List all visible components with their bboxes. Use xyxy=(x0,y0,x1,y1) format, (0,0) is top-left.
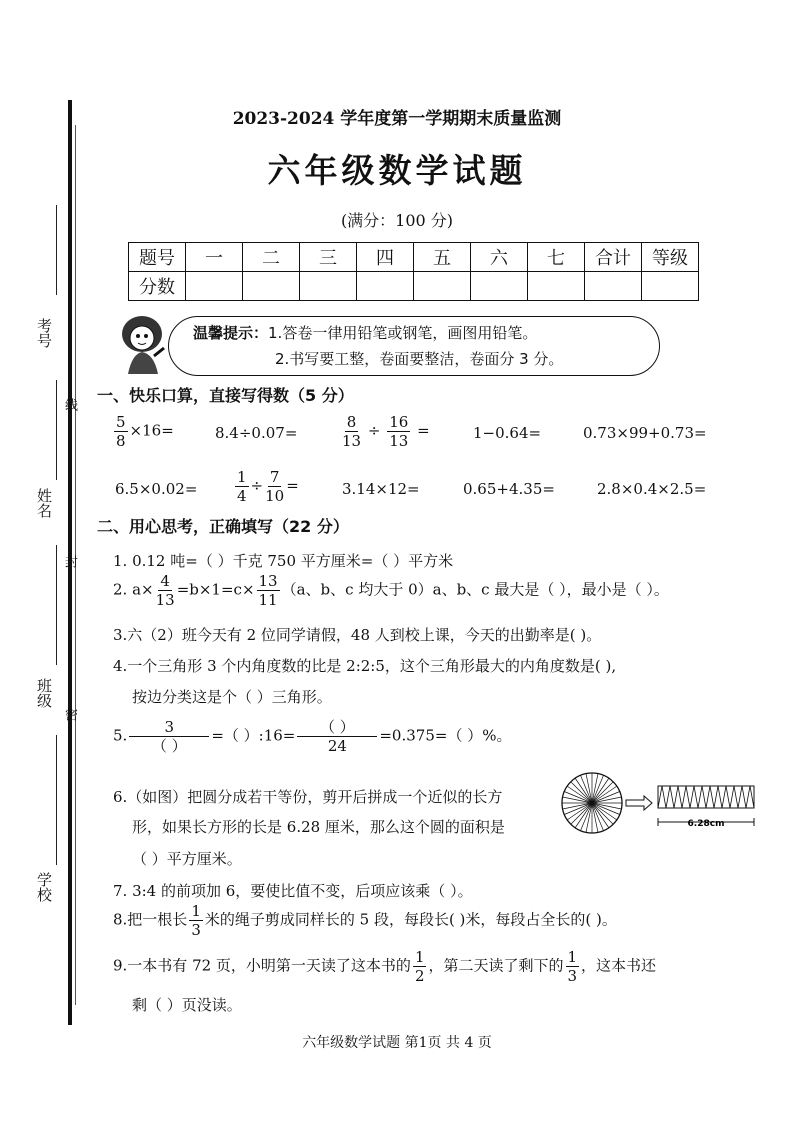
calc-2d: 0.65+4.35= xyxy=(463,480,555,498)
question-9-line-2: 剩（ ）页没读。 xyxy=(132,996,242,1014)
calc-2a: 6.5×0.02= xyxy=(115,480,198,498)
binding-mark-seal: 封 xyxy=(62,555,77,568)
calc-2e: 2.8×0.4×2.5= xyxy=(597,480,707,498)
name-blank xyxy=(56,380,57,480)
class-blank xyxy=(56,545,57,665)
calc-1d: 1−0.64= xyxy=(473,424,542,442)
section-2-title: 二、用心思考，正确填写（22 分） xyxy=(97,517,349,536)
page-title: 六年级数学试题 xyxy=(267,151,527,190)
score-table xyxy=(128,242,699,301)
tip-line-1: 温馨提示：1.答卷一律用铅笔或钢笔，画图用铅笔。 xyxy=(193,324,538,342)
score-cell-header: 题号 xyxy=(129,243,186,272)
score-cell-blank[interactable] xyxy=(300,272,357,301)
section-1-title: 一、快乐口算，直接写得数（5 分） xyxy=(97,386,354,405)
score-cell-header: 七 xyxy=(528,243,585,272)
score-cell-blank[interactable] xyxy=(528,272,585,301)
calc-1b: 8.4÷0.07= xyxy=(215,424,298,442)
question-3: 3.六（2）班今天有 2 位同学请假，48 人到校上课，今天的出勤率是( )。 xyxy=(113,626,602,644)
term-heading: 2023-2024 学年度第一学期期末质量监测 xyxy=(232,109,562,129)
name-label: 姓名 xyxy=(35,488,53,518)
question-4-line-2: 按边分类这是个（ ）三角形。 xyxy=(132,688,332,706)
score-cell-blank[interactable] xyxy=(471,272,528,301)
score-table-header-row xyxy=(129,243,699,272)
calc-1e: 0.73×99+0.73= xyxy=(583,424,707,442)
score-cell-header: 三 xyxy=(300,243,357,272)
full-score: (满分：100 分) xyxy=(340,211,454,230)
question-9-line-1: 9.一本书有 72 页，小明第一天读了这本书的 $\frac{1}{2}$ ，第二天读了剩下的 $\frac{1}{3}$ ，这本书还 xyxy=(113,948,657,985)
question-6-line-3: （ ）平方厘米。 xyxy=(132,850,242,868)
question-8: 8.把一根长 $\frac{1}{3}$ 米的绳子剪成同样长的 5 段，每段长( )米，每段占全长的( )。 xyxy=(113,902,617,939)
score-cell-blank[interactable] xyxy=(186,272,243,301)
question-6-line-2: 形，如果长方形的长是 6.28 厘米，那么这个圆的面积是 xyxy=(132,818,505,836)
question-4-line-1: 4.一个三角形 3 个内角度数的比是 2:2:5，这个三角形最大的内角度数是( ), xyxy=(113,657,617,675)
exam-no-label: 考号 xyxy=(35,318,53,348)
calc-2b: $\frac{1}{4}$ ÷ $\frac{7}{10}$ = xyxy=(237,468,299,505)
calc-1c: $\frac{8}{13}$ ÷ $\frac{16}{13}$ = xyxy=(342,413,430,450)
score-cell-header: 六 xyxy=(471,243,528,272)
question-1: 1. 0.12 吨=（ ）千克 750 平方厘米=（ ）平方米 xyxy=(113,552,454,570)
question-2: 2. a× $\frac{4}{13}$ =b×1=c× $\frac{13}{11}$ （a、b、c 均大于 0）a、b、c 最大是（ ），最小是（ ）。 xyxy=(113,572,669,609)
question-6-line-1: 6.（如图）把圆分成若干等份，剪开后拼成一个近似的长方 xyxy=(113,788,503,806)
score-cell-header: 合计 xyxy=(585,243,642,272)
score-cell-blank[interactable] xyxy=(642,272,699,301)
score-cell-header: 四 xyxy=(357,243,414,272)
score-cell-header: 二 xyxy=(243,243,300,272)
calc-2c: 3.14×12= xyxy=(342,480,420,498)
score-cell-header: 等级 xyxy=(642,243,699,272)
question-7: 7. 3:4 的前项加 6，要使比值不变，后项应该乘（ ）。 xyxy=(113,882,473,900)
score-cell-blank[interactable] xyxy=(357,272,414,301)
cartoon-girl-icon xyxy=(114,312,170,378)
class-label: 班级 xyxy=(35,678,53,708)
binding-mark-line: 线 xyxy=(62,398,77,411)
circle-to-rectangle-figure xyxy=(560,770,760,840)
score-cell-blank[interactable] xyxy=(585,272,642,301)
calc-1a: $\frac{5}{8}$ ×16= xyxy=(116,413,174,450)
binding-mark-secret: 密 xyxy=(62,708,77,721)
school-label: 学校 xyxy=(35,872,53,902)
question-5: 5. $\frac{3}{( )}$ =（ ）:16= $\frac{( )}{24}$ =0.375=（ ）%。 xyxy=(113,718,512,755)
tip-line-2: 2.书写要工整，卷面要整洁，卷面分 3 分。 xyxy=(275,350,564,368)
score-cell-header: 五 xyxy=(414,243,471,272)
score-cell-blank[interactable] xyxy=(414,272,471,301)
rectangle-length-label: 6.28cm xyxy=(687,819,725,829)
school-blank xyxy=(56,735,57,865)
score-cell-blank[interactable] xyxy=(243,272,300,301)
score-cell-header: 一 xyxy=(186,243,243,272)
score-row-label: 分数 xyxy=(129,272,186,301)
page-footer: 六年级数学试题 第1页 共 4 页 xyxy=(302,1035,492,1051)
score-table-score-row xyxy=(129,272,699,301)
